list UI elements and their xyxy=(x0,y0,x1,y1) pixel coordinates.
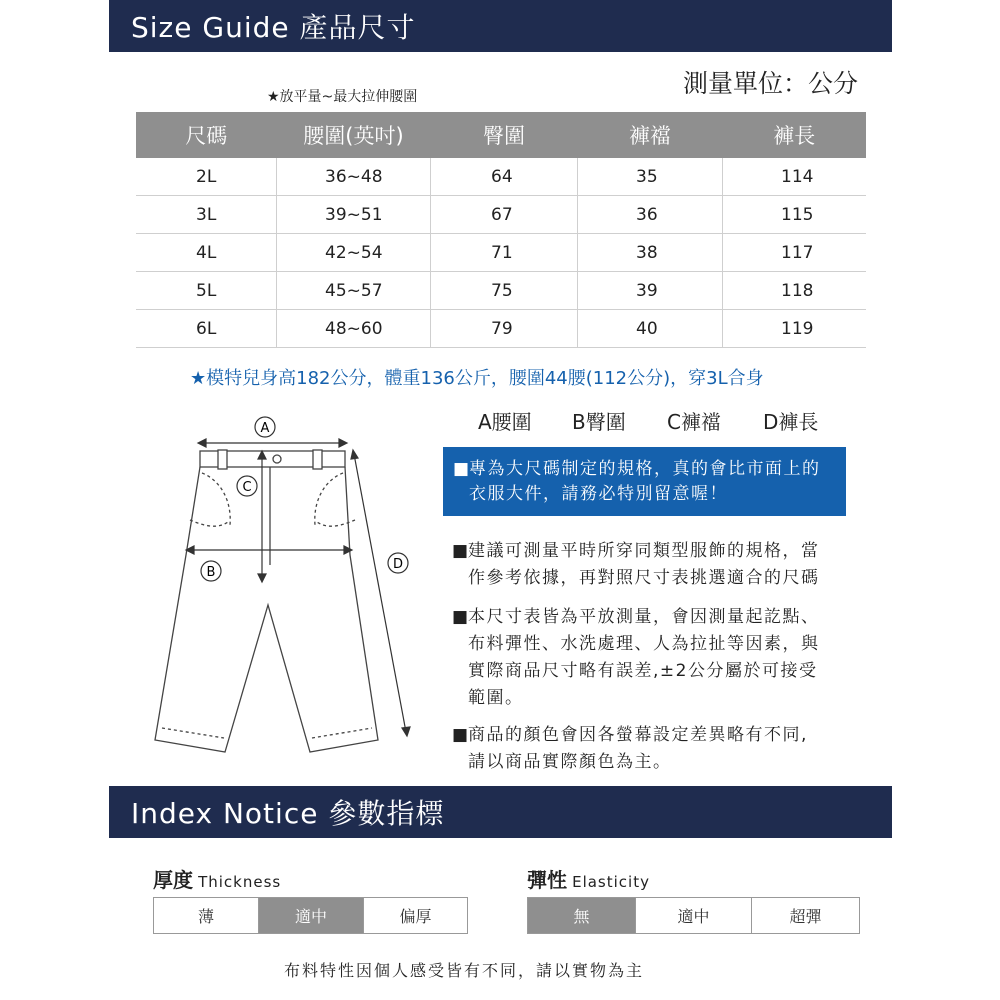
cell-length: 114 xyxy=(723,158,867,196)
arrow-d-head-bottom xyxy=(402,727,410,736)
note-line: 請以商品實際顏色為主。 xyxy=(468,752,672,772)
cell-size: 2L xyxy=(136,158,277,196)
bullet-mark: ■ xyxy=(452,607,470,627)
stitch-right xyxy=(317,520,355,526)
hem-right xyxy=(312,728,372,738)
highlight-note xyxy=(443,447,846,516)
thickness-scale xyxy=(153,897,468,934)
bullet-mark: ■ xyxy=(452,541,470,561)
elasticity-option: 超彈 xyxy=(789,907,822,926)
arrow-c-head-bottom xyxy=(258,574,266,582)
cell-hip: 64 xyxy=(431,158,578,196)
cell-hip: 67 xyxy=(431,196,578,234)
arrow-a-head-right xyxy=(339,439,347,447)
belt-loop-left xyxy=(218,450,227,469)
size-guide-banner xyxy=(109,0,892,52)
size-table-header xyxy=(136,112,866,158)
belt-loop-right xyxy=(313,450,322,469)
cell-size: 5L xyxy=(136,272,277,310)
note-line: 範圍。 xyxy=(468,688,524,708)
thickness-option: 偏厚 xyxy=(399,907,432,926)
index-notice-banner xyxy=(109,786,892,838)
bullet-mark: ■ xyxy=(452,725,470,745)
arrow-c-head-top xyxy=(258,451,266,459)
highlight-line-2: 衣服大件，請務必特別留意喔！ xyxy=(469,484,728,504)
table-row xyxy=(136,234,866,272)
elasticity-option: 適中 xyxy=(636,898,752,933)
arrow-b-head-right xyxy=(344,546,352,554)
table-row xyxy=(136,196,866,234)
legend-d: D褲長 xyxy=(763,410,819,434)
pocket-right xyxy=(315,473,343,525)
thickness-option: 薄 xyxy=(154,898,259,933)
legend-b: B臀圍 xyxy=(572,410,626,434)
cell-length: 115 xyxy=(723,196,867,234)
note-line: 布料彈性、水洗處理、人為拉扯等因素，與 xyxy=(468,634,820,654)
table-row xyxy=(136,272,866,310)
arrow-d-line xyxy=(354,454,406,732)
header-hip: 臀圍 xyxy=(431,112,578,158)
pants-diagram xyxy=(150,410,430,770)
cell-size: 3L xyxy=(136,196,277,234)
cell-rise: 40 xyxy=(578,310,723,348)
cell-size: 6L xyxy=(136,310,277,348)
index-notice-title: Index Notice 參數指標 xyxy=(131,797,445,830)
cell-waist: 45~57 xyxy=(277,272,431,310)
size-guide-title: Size Guide 產品尺寸 xyxy=(131,11,416,44)
table-row xyxy=(136,310,866,348)
measure-note: ★放平量~最大拉伸腰圍 xyxy=(267,89,418,105)
cell-length: 117 xyxy=(723,234,867,272)
header-length: 褲長 xyxy=(723,112,867,158)
highlight-bullet: ■ xyxy=(453,459,471,479)
header-rise: 褲襠 xyxy=(578,112,723,158)
elasticity-label-group xyxy=(527,864,650,893)
stitch-left xyxy=(190,520,228,526)
model-info: ★模特兒身高182公分，體重136公斤，腰圍44腰(112公分)，穿3L合身 xyxy=(190,368,764,389)
note-item xyxy=(452,604,852,714)
cell-waist: 39~51 xyxy=(277,196,431,234)
cell-waist: 42~54 xyxy=(277,234,431,272)
diagram-legend xyxy=(478,406,818,435)
pants-outline xyxy=(155,467,378,752)
thickness-option-selected: 適中 xyxy=(259,898,364,933)
elasticity-label: 彈性 xyxy=(527,868,567,892)
note-line: 建議可測量平時所穿同類型服飾的規格，當 xyxy=(468,541,820,561)
thickness-label: 厚度 xyxy=(153,868,193,892)
cell-hip: 79 xyxy=(431,310,578,348)
marker-d: D xyxy=(392,557,404,572)
note-item xyxy=(452,722,852,778)
header-waist: 腰圍(英吋) xyxy=(277,112,431,158)
header-size: 尺碼 xyxy=(136,112,277,158)
cell-waist: 48~60 xyxy=(277,310,431,348)
note-line: 商品的顏色會因各螢幕設定差異略有不同, xyxy=(468,725,808,745)
note-line: 作參考依據，再對照尺寸表挑選適合的尺碼 xyxy=(468,568,820,588)
cell-rise: 38 xyxy=(578,234,723,272)
note-line: 實際商品尺寸略有誤差,±2公分屬於可接受 xyxy=(468,661,818,681)
legend-a: A腰圍 xyxy=(478,410,532,434)
elasticity-option-selected: 無 xyxy=(528,898,636,933)
cell-hip: 71 xyxy=(431,234,578,272)
table-row xyxy=(136,158,866,196)
cell-waist: 36~48 xyxy=(277,158,431,196)
note-line: 本尺寸表皆為平放測量，會因測量起訖點、 xyxy=(468,607,820,627)
marker-b: B xyxy=(206,565,216,580)
note-item xyxy=(452,538,852,594)
footer-note: 布料特性因個人感受皆有不同，請以實物為主 xyxy=(284,961,645,980)
legend-c: C褲襠 xyxy=(667,410,721,434)
button-shape xyxy=(273,455,281,463)
cell-length: 119 xyxy=(723,310,867,348)
cell-size: 4L xyxy=(136,234,277,272)
pocket-left xyxy=(202,473,230,525)
unit-label: 測量單位：公分 xyxy=(683,69,859,98)
arrow-a-head-left xyxy=(198,439,206,447)
elasticity-label-en: Elasticity xyxy=(572,873,650,891)
marker-a: A xyxy=(260,421,270,436)
cell-hip: 75 xyxy=(431,272,578,310)
cell-length: 118 xyxy=(723,272,867,310)
highlight-line-1: 專為大尺碼制定的規格，真的會比市面上的 xyxy=(469,459,821,479)
cell-rise: 36 xyxy=(578,196,723,234)
cell-rise: 39 xyxy=(578,272,723,310)
thickness-label-group xyxy=(153,864,281,893)
marker-c: C xyxy=(242,480,252,495)
cell-rise: 35 xyxy=(578,158,723,196)
arrow-d-head-top xyxy=(351,450,358,459)
elasticity-scale xyxy=(527,897,860,934)
size-table xyxy=(136,112,866,348)
hem-left xyxy=(162,728,224,738)
thickness-label-en: Thickness xyxy=(198,873,282,891)
